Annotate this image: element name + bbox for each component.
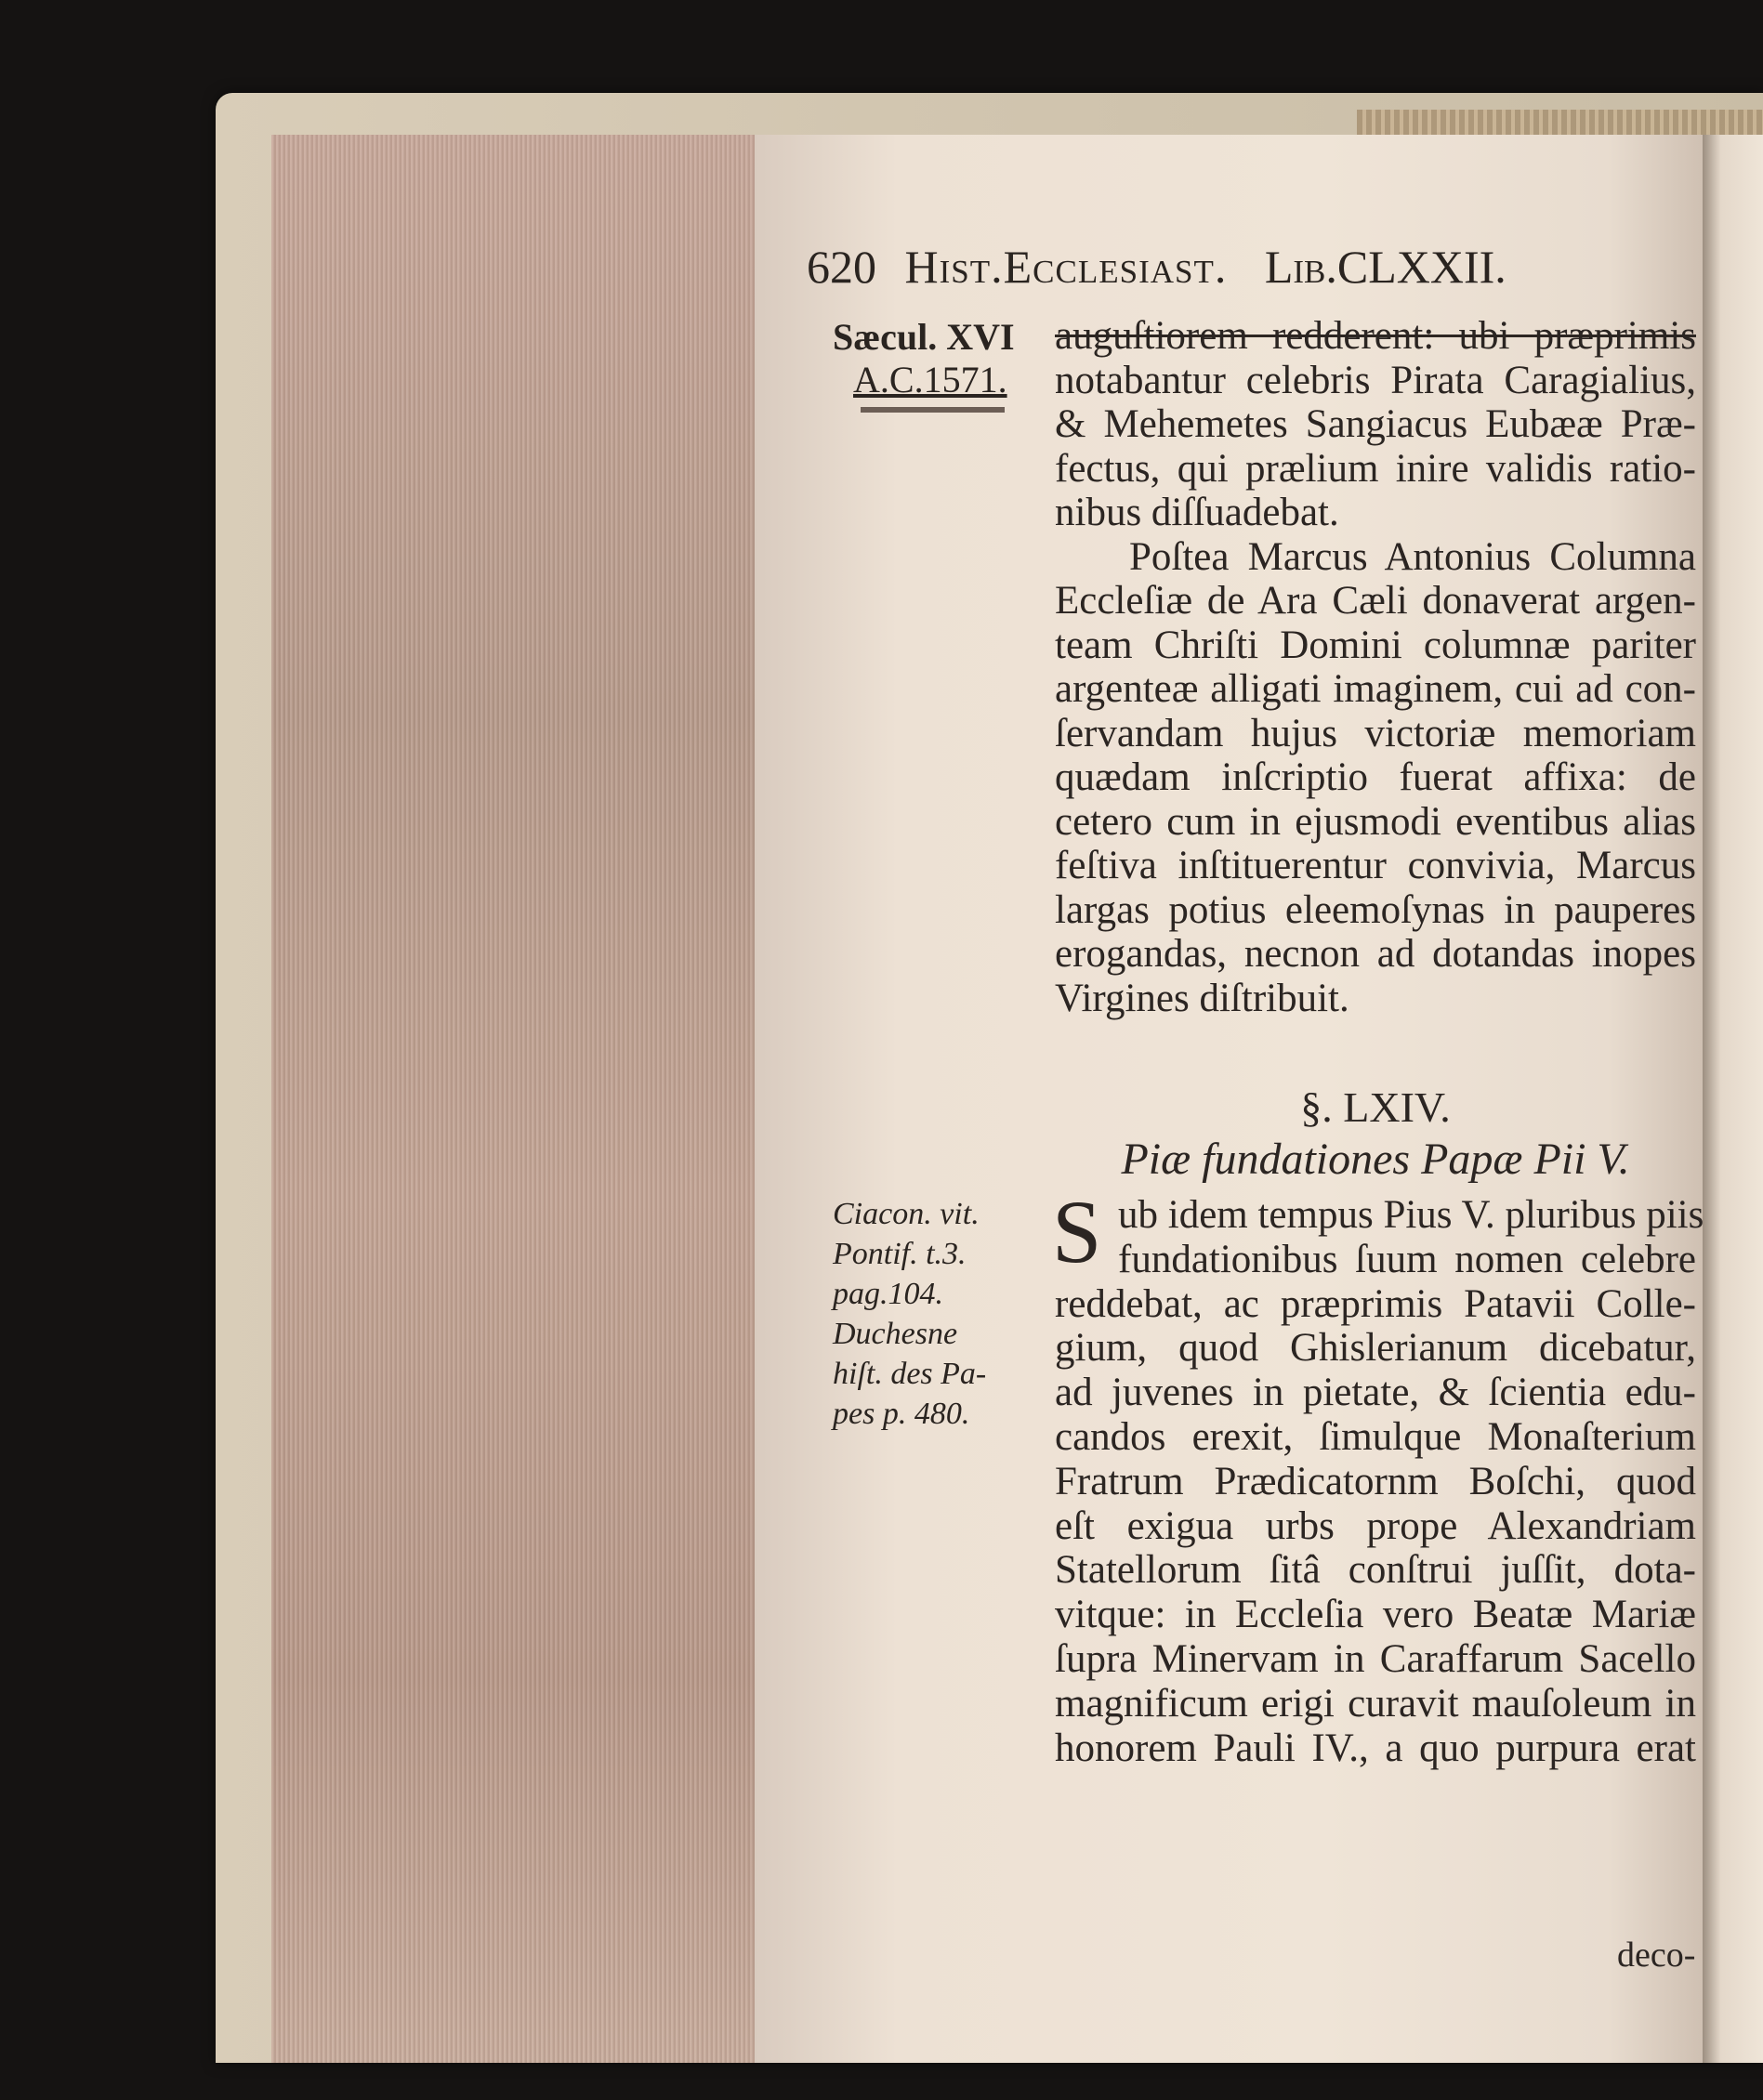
text-line: argenteæ alligati imaginem, cui ad con- (1055, 667, 1696, 711)
text-line: Poſtea Marcus Antonius Columna (1129, 534, 1696, 579)
text-line: reddebat, ac præprimis Patavii Colle- (1055, 1281, 1696, 1326)
body-text (1055, 314, 1696, 1020)
margin-note (833, 1194, 1056, 1434)
text-line: Fratrum Prædicatornm Boſchi, quod (1055, 1459, 1696, 1503)
text-line: fundationibus ſuum nomen celebre (1118, 1237, 1696, 1281)
page-number: 620 (807, 241, 876, 293)
text-line: fectus, qui prælium inire validis ratio- (1055, 446, 1696, 491)
text-line: honorem Pauli IV., a quo purpura erat (1055, 1726, 1696, 1770)
running-title: Hist.Ecclesiast. (904, 241, 1228, 293)
text-line: auguſtiorem redderent: ubi præprimis (1055, 314, 1696, 358)
text-line: notabantur celebris Pirata Caragialius, (1055, 358, 1696, 402)
margin-note-line: Duchesne (833, 1317, 958, 1351)
margin-rule (861, 407, 1005, 413)
right-page-edge (1703, 135, 1763, 2063)
text-line: ad juvenes in pietate, & ſcientia edu- (1055, 1371, 1696, 1415)
text-line: gium, quod Ghislerianum dicebatur, (1055, 1326, 1696, 1371)
margin-note-line: Pontif. t.3. (833, 1237, 967, 1271)
text-line: eſt exigua urbs prope Alexandriam (1055, 1503, 1696, 1548)
running-head (807, 240, 1695, 295)
text-line: ub idem tempus Pius V. pluribus piis (1118, 1193, 1704, 1237)
text-line: Statellorum ſitâ conſtrui juſſit, dota- (1055, 1548, 1696, 1593)
text-line: magnificum erigi curavit mauſoleum in (1055, 1681, 1696, 1726)
text-line: erogandas, necnon ad dotandas inopes (1055, 932, 1696, 976)
text-line: vitque: in Eccleſia vero Beatæ Mariæ (1055, 1593, 1696, 1637)
section-number: §. LXIV. (1300, 1083, 1451, 1131)
text-line: & Mehemetes Sangiacus Eubææ Præ- (1055, 402, 1696, 446)
text-line: Eccleſiæ de Ara Cæli donaverat argen- (1055, 579, 1696, 623)
text-line: Virgines diſtribuit. (1055, 976, 1349, 1020)
head-edge (1357, 110, 1763, 138)
text-line: team Chriſti Domini columnæ pariter (1055, 623, 1696, 667)
text-line: cetero cum in ejusmodi eventibus alias (1055, 799, 1696, 844)
page-block-edges (271, 135, 757, 2063)
text-line: largas potius eleemoſynas in pauperes (1055, 887, 1696, 932)
section-title: Piæ fundationes Papæ Pii V. (1121, 1135, 1630, 1184)
text-line: ſervandam hujus victoriæ memoriam (1055, 711, 1696, 755)
book-number: Lib.CLXXII. (1264, 241, 1506, 293)
drop-cap: S (1052, 1182, 1102, 1281)
margin-note-line: hiſt. des Pa- (833, 1357, 987, 1391)
text-line: nibus diſſuadebat. (1055, 491, 1339, 534)
catchword: deco- (1617, 1936, 1696, 1975)
text-line: ſupra Minervam in Caraffarum Sacello (1055, 1636, 1696, 1681)
margin-note-line: Ciacon. vit. (833, 1197, 980, 1231)
margin-dates (833, 316, 1056, 413)
year-label: A.C.1571. (853, 359, 1007, 400)
text-line: feſtiva inſtituerentur convivia, Marcus (1055, 844, 1696, 887)
body-text-section (1055, 1193, 1704, 1770)
margin-note-line: pes p. 480. (833, 1397, 970, 1431)
century-label: Sæcul. XVI (833, 316, 1015, 358)
margin-note-line: pag.104. (833, 1277, 943, 1311)
text-line: quædam inſcriptio fuerat affixa: de (1055, 755, 1696, 799)
text-line: candos erexit, ſimulque Monaſterium (1055, 1414, 1696, 1459)
